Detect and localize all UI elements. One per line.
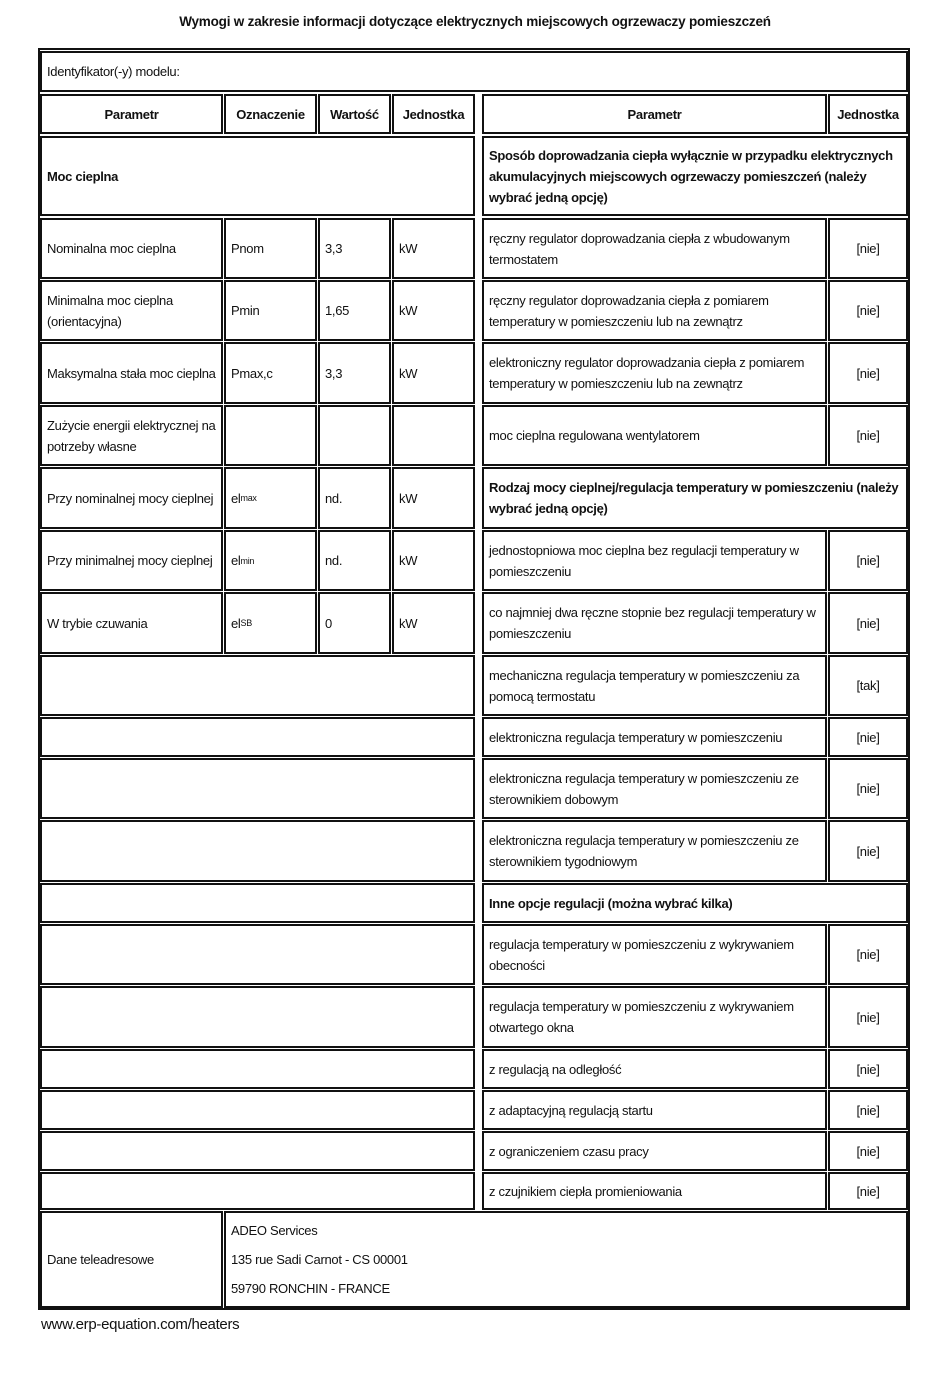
left-row-value: 1,65 (318, 280, 391, 341)
right-row-unit: [nie] (828, 1172, 908, 1210)
footer-url: www.erp-equation.com/heaters (41, 1316, 240, 1333)
right-row-param: ręczny regulator doprowadzania ciepła z pomiarem temperatury w pomieszczeniu lub na zewnątrz (482, 280, 827, 341)
left-row-unit: kW (392, 280, 475, 341)
right-row-param: elektroniczna regulacja temperatury w pomieszczeniu ze sterownikiem tygodniowym (482, 820, 827, 882)
left-row-param: Nominalna moc cieplna (40, 218, 223, 279)
left-row-param: Przy nominalnej mocy cieplnej (40, 467, 223, 529)
contact-line: ADEO Services (231, 1223, 318, 1238)
right-row-unit: [nie] (828, 1090, 908, 1130)
right-row-param: z czujnikiem ciepła promieniowania (482, 1172, 827, 1210)
right-row-unit: [nie] (828, 1131, 908, 1171)
left-row-param: W trybie czuwania (40, 592, 223, 654)
left-empty-row (40, 655, 475, 716)
left-empty-row (40, 1049, 475, 1089)
right-row-unit: [nie] (828, 758, 908, 819)
right-row-unit: [nie] (828, 820, 908, 882)
right-header-parametr: Parametr (482, 94, 827, 134)
model-identifier-label: Identyfikator(-y) modelu: (40, 51, 908, 92)
right-row-param: z adaptacyjną regulacją startu (482, 1090, 827, 1130)
left-row-value: nd. (318, 530, 391, 591)
left-row-unit: kW (392, 530, 475, 591)
left-row-value: 3,3 (318, 218, 391, 279)
right-row-unit: [nie] (828, 218, 908, 279)
right-row-unit: [tak] (828, 655, 908, 716)
right-row-unit: [nie] (828, 530, 908, 591)
left-row-symbol (224, 405, 317, 466)
left-row-symbol: el min (224, 530, 317, 591)
page-title: Wymogi w zakresie informacji dotyczące elektrycznych miejscowych ogrzewaczy pomieszczeń (179, 14, 771, 29)
right-section-heat-input: Sposób doprowadzania ciepła wyłącznie w przypadku elektrycznych akumulacyjnych miejscowych ogrzewaczy pomieszczeń (należy wybrać jedną opcję) (482, 136, 908, 216)
left-header-parametr: Parametr (40, 94, 223, 134)
left-row-value: 3,3 (318, 342, 391, 404)
left-empty-row (40, 924, 475, 985)
right-row-param: z ograniczeniem czasu pracy (482, 1131, 827, 1171)
left-empty-row (40, 758, 475, 819)
right-row-param: z regulacją na odległość (482, 1049, 827, 1089)
left-row-param: Zużycie energii elektrycznej na potrzeby własne (40, 405, 223, 466)
left-empty-row (40, 883, 475, 923)
left-empty-row (40, 986, 475, 1048)
right-header-jednostka: Jednostka (828, 94, 908, 134)
right-row-unit: [nie] (828, 280, 908, 341)
left-row-value: 0 (318, 592, 391, 654)
left-row-symbol: Pmin (224, 280, 317, 341)
right-row-unit: [nie] (828, 986, 908, 1048)
right-row-param: jednostopniowa moc cieplna bez regulacji temperatury w pomieszczeniu (482, 530, 827, 591)
right-row-param: elektroniczny regulator doprowadzania ciepła z pomiarem temperatury w pomieszczeniu lub na zewnątrz (482, 342, 827, 404)
left-empty-row (40, 820, 475, 882)
right-row-param: elektroniczna regulacja temperatury w pomieszczeniu ze sterownikiem dobowym (482, 758, 827, 819)
left-row-unit: kW (392, 218, 475, 279)
left-header-wartosc: Wartość (318, 94, 391, 134)
left-row-unit: kW (392, 467, 475, 529)
right-row-unit: [nie] (828, 592, 908, 654)
left-row-value: nd. (318, 467, 391, 529)
left-header-jednostka: Jednostka (392, 94, 475, 134)
left-row-param: Przy minimalnej mocy cieplnej (40, 530, 223, 591)
right-row-param: co najmniej dwa ręczne stopnie bez regulacji temperatury w pomieszczeniu (482, 592, 827, 654)
left-empty-row (40, 1090, 475, 1130)
right-row-param: moc cieplna regulowana wentylatorem (482, 405, 827, 466)
right-row-param: ręczny regulator doprowadzania ciepła z wbudowanym termostatem (482, 218, 827, 279)
left-row-unit: kW (392, 342, 475, 404)
left-empty-row (40, 717, 475, 757)
contact-address (224, 1211, 908, 1308)
left-row-value (318, 405, 391, 466)
left-empty-row (40, 1131, 475, 1171)
right-row-param: elektroniczna regulacja temperatury w pomieszczeniu (482, 717, 827, 757)
right-section-other-options: Inne opcje regulacji (można wybrać kilka) (482, 883, 908, 923)
right-row-unit: [nie] (828, 717, 908, 757)
right-row-unit: [nie] (828, 924, 908, 985)
left-row-param: Maksymalna stała moc cieplna (40, 342, 223, 404)
left-row-unit (392, 405, 475, 466)
right-row-param: regulacja temperatury w pomieszczeniu z wykrywaniem otwartego okna (482, 986, 827, 1048)
left-empty-row (40, 1172, 475, 1210)
right-row-unit: [nie] (828, 1049, 908, 1089)
left-row-unit: kW (392, 592, 475, 654)
right-row-param: mechaniczna regulacja temperatury w pomieszczeniu za pomocą termostatu (482, 655, 827, 716)
right-row-unit: [nie] (828, 405, 908, 466)
left-row-symbol: Pmax,c (224, 342, 317, 404)
right-row-param: regulacja temperatury w pomieszczeniu z wykrywaniem obecności (482, 924, 827, 985)
contact-label: Dane teleadresowe (40, 1211, 223, 1308)
contact-line: 59790 RONCHIN - FRANCE (231, 1281, 390, 1296)
left-section-moc-cieplna: Moc cieplna (40, 136, 475, 216)
left-row-param: Minimalna moc cieplna (orientacyjna) (40, 280, 223, 341)
left-row-symbol: Pnom (224, 218, 317, 279)
left-row-symbol: el max (224, 467, 317, 529)
right-section-heat-output-type: Rodzaj mocy cieplnej/regulacja temperatury w pomieszczeniu (należy wybrać jedną opcję) (482, 467, 908, 529)
contact-line: 135 rue Sadi Carnot - CS 00001 (231, 1252, 408, 1267)
left-header-oznaczenie: Oznaczenie (224, 94, 317, 134)
right-row-unit: [nie] (828, 342, 908, 404)
left-row-symbol: el SB (224, 592, 317, 654)
